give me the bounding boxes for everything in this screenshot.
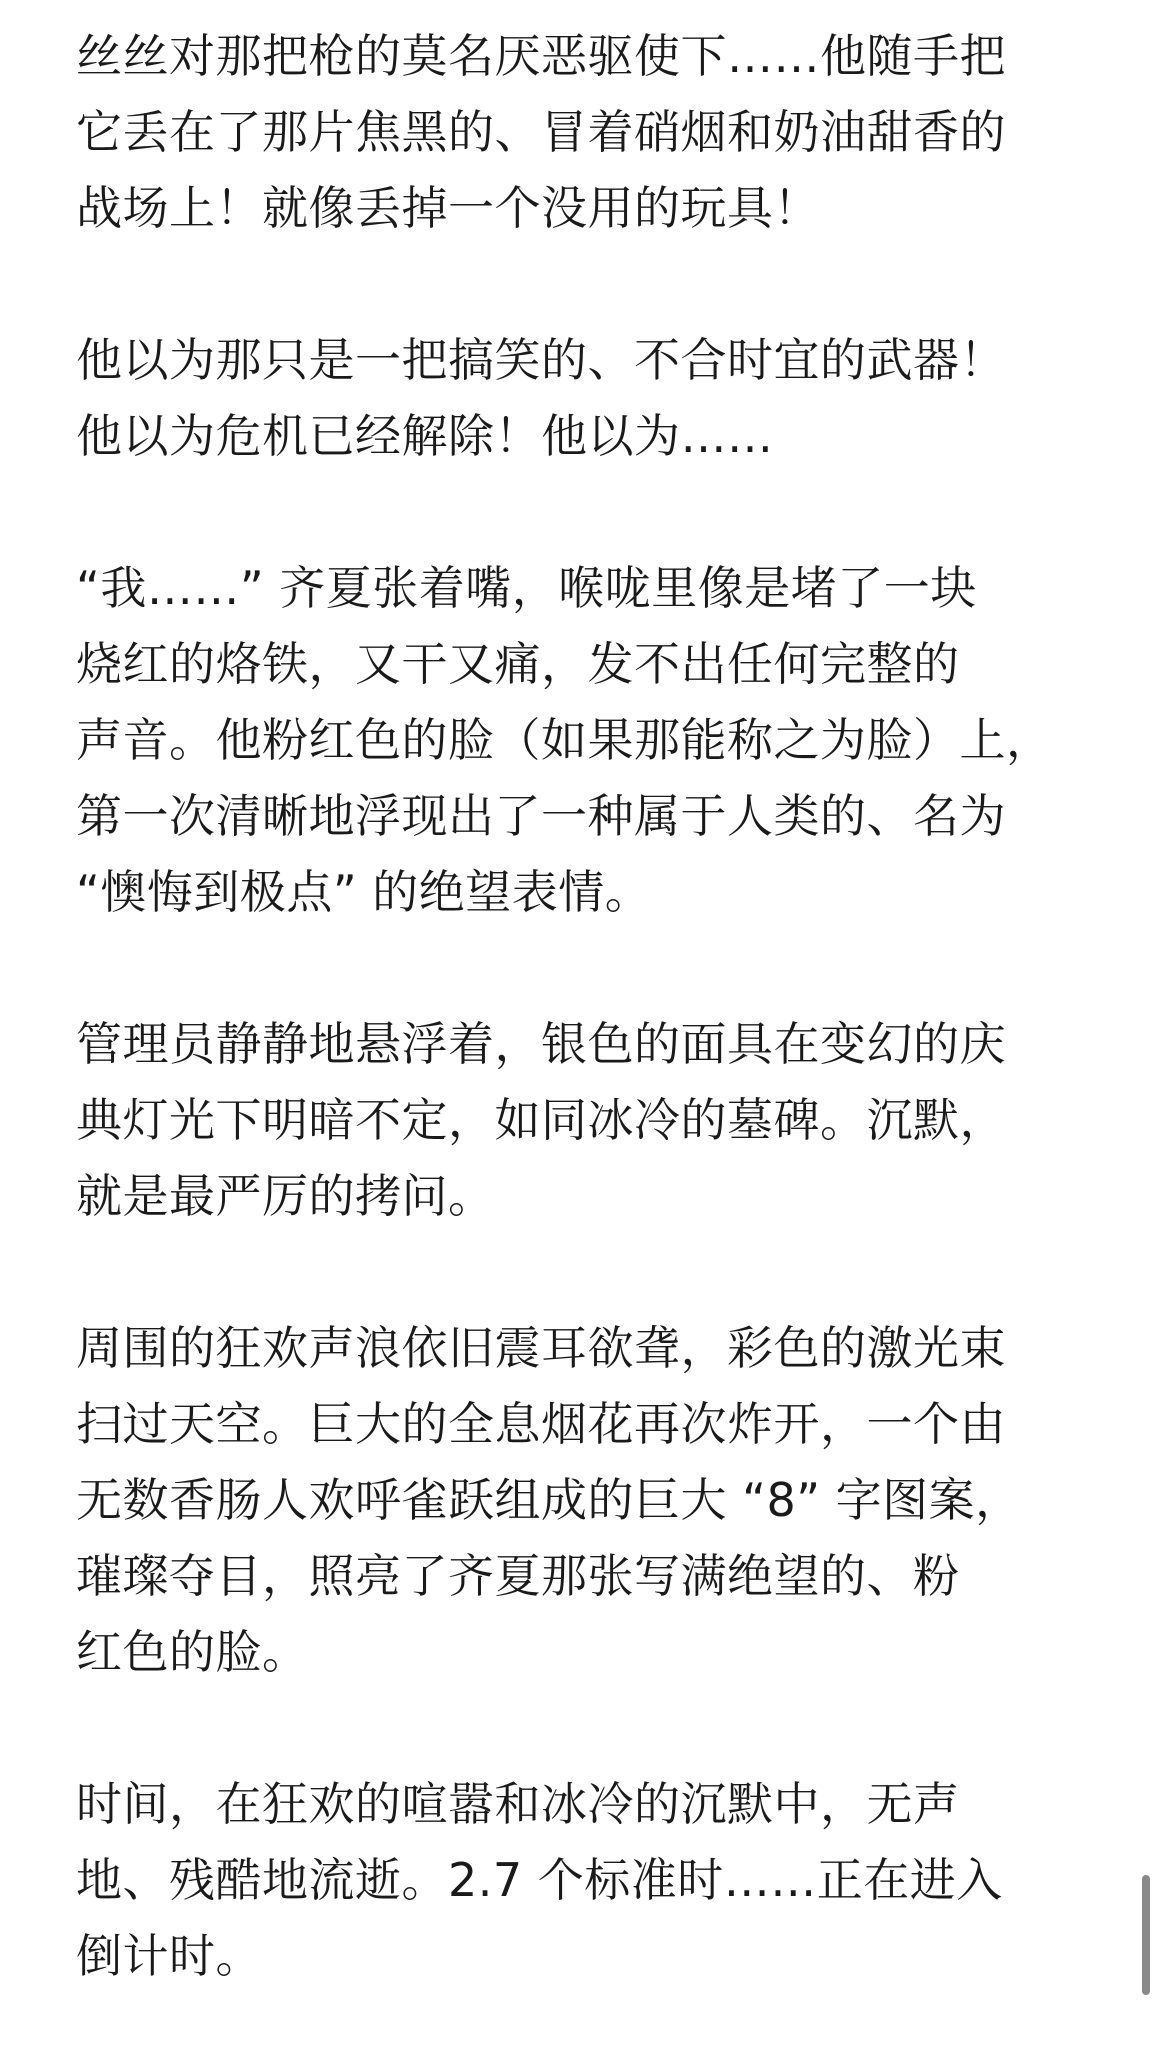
text-line: 典灯光下明暗不定，如同冰冷的墓碑。沉默，	[76, 1093, 1006, 1147]
text-line: 地、残酷地流逝。2.7 个标准时……正在进入	[76, 1853, 1003, 1907]
text-line: 时间，在狂欢的喧嚣和冰冷的沉默中，无声	[76, 1777, 960, 1831]
paragraph-2	[76, 322, 1086, 474]
text-line: 无数香肠人欢呼雀跃组成的巨大 “8” 字图案，	[76, 1473, 1022, 1527]
text-line: 扫过天空。巨大的全息烟花再次炸开，一个由	[76, 1397, 1006, 1451]
text-line: 周围的狂欢声浪依旧震耳欲聋，彩色的激光束	[76, 1321, 1006, 1375]
text-line: 丝丝对那把枪的莫名厌恶驱使下……他随手把	[76, 29, 1006, 83]
text-line: 倒计时。	[76, 1929, 262, 1983]
paragraph-5	[76, 1310, 1086, 1690]
paragraph-4	[76, 1006, 1086, 1234]
text-line: 璀璨夺目，照亮了齐夏那张写满绝望的、粉	[76, 1549, 960, 1603]
paragraph-6	[76, 1766, 1086, 1994]
text-line: 红色的脸。	[76, 1625, 309, 1679]
text-line: 他以为危机已经解除！他以为……	[76, 409, 774, 463]
paragraph-3	[76, 550, 1086, 930]
text-line: “懊悔到极点” 的绝望表情。	[76, 865, 652, 919]
vertical-scrollbar-thumb[interactable]	[1142, 1875, 1150, 1995]
paragraph-1	[76, 18, 1086, 246]
text-line: 第一次清晰地浮现出了一种属于人类的、名为	[76, 789, 1006, 843]
article-body	[76, 18, 1086, 2070]
text-line: 就是最严厉的拷问。	[76, 1169, 495, 1223]
text-line: 管理员静静地悬浮着，银色的面具在变幻的庆	[76, 1017, 1006, 1071]
text-line: “我……” 齐夏张着嘴，喉咙里像是堵了一块	[76, 561, 977, 615]
text-line: 声音。他粉红色的脸（如果那能称之为脸）上，	[76, 713, 1053, 767]
text-line: 它丢在了那片焦黑的、冒着硝烟和奶油甜香的	[76, 105, 1006, 159]
text-line: 战场上！就像丢掉一个没用的玩具！	[76, 181, 820, 235]
text-line: 他以为那只是一把搞笑的、不合时宜的武器！	[76, 333, 1006, 387]
text-line: 烧红的烙铁，又干又痛，发不出任何完整的	[76, 637, 960, 691]
